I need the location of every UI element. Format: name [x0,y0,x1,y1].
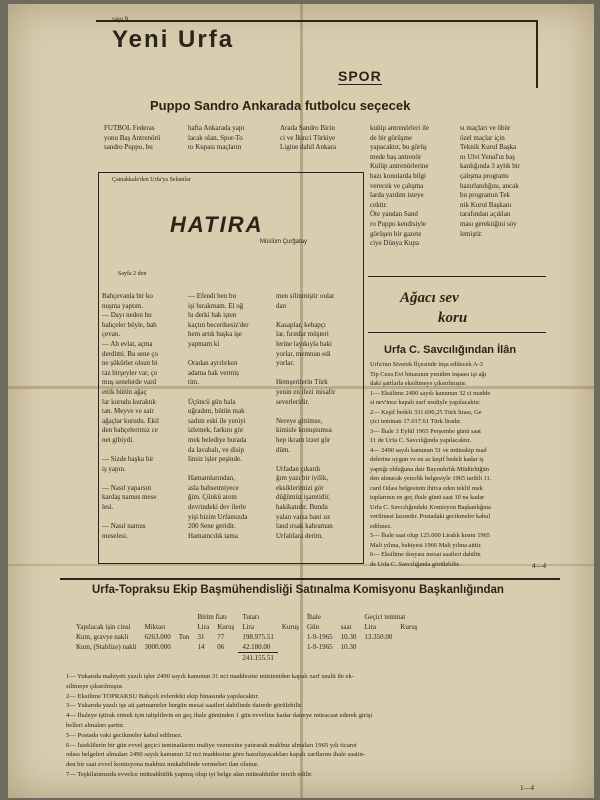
ihale-table [72,612,421,663]
hatira-col-3: men silinmiştir oular dan Kasaplar, kebapçı lar, fırınlar müşteri lerine layıkıyla baki yorlar, memnun edi yorlar. Hemşerilerin Türk yenin en ilezi misafir severleridir. Nereye gittimse, kimisle konuştumsa hep ikram izzet gör düm. Urfadan çıkardı ğım yazı bir iyilik, eksiklerimizi gör düğümüz işaretidir, hakikatıdır. Bunda yalan varsa bani ıız land ırsak kahraman Urfalılara derim. [276,292,336,540]
savcilik-ilan-body: Urfa'nın Siverek İlçesinde inşa edilecek A-3 Tip Ceza Evi binasının yeniden inşaası işi ağı daki şartlarla eksiltmeye çıkarılmıştır. 1— Eksiltme 2490 sayılı kanunun 32 ci madde si nev'ince kapalı zarf usuliyle yapılacaktır. 2— Keşif bedeli 331.690,25 Türk lirası, Ge çici teminatı 17.017.61 Türk liradır. 3— İhale 3 Eylül 1965 Perşembe günü saat 11 de Urfa C. Savcılığında yapılacaktır. 4— 2490 sayılı kanunun 31 ve müteakip mad delerine uygun ve en az keşif bedeli kadar iş yaptığı olduğuna dair Bayındırlık Müdürlüğün den alınacak yeterlik belgesiyle 1965 tarihli 11. card Odası belgesinin ihtiva eden teklif mek tuplarının en geç ihale günü saat 10 na kadar Urfa C. Savcılığındaki Komisyon Başkanlığına verilmesi lazımdır. Postadaki gecikmeler kabul edilmez. 5— İhale saat olup 125.000 Liralık kısmı 1965 Mali yılına, bakiyesi 1966 Mali yılına aittir. 6— Eksiltme dosyası mesai saatleri dahilin de Urfa C. Savcılığında görülebilir. [370,361,492,568]
divider [368,332,546,333]
column-header: Miktarı [144,623,166,631]
divider [60,578,560,580]
hatira-continued: Sayfa 2 den [118,271,147,277]
football-col-4: kulüp antrenörleri ile de bir görüşme yapacaktır, bu görüş mede baş antrenör Kulüp antrenörlerine bazı konularda bilgi verecek ve çalışma larda yardım isteye cektir. Öte yandan Sand ro Puppo kendisiyle görüşen bir gazete ciye Dünya Kupa [370,124,430,248]
football-col-3: Arada Sandro Birin ci ve İkinci Türkiye Ligine dahil Ankara [280,124,336,152]
group-header: Birim fiatı [197,613,227,621]
table-group-header-row [72,612,421,622]
table-row: Kum, gravye nakli 6263.000 Ton 31 77 198.975.51 1-9-1965 10.30 13.350.00 [76,633,393,641]
group-header: İhale [306,613,321,621]
group-header: Tutarı [242,613,260,621]
football-col-1: FUTBOL Federas yonu Baş Antrenörü sandro Puppo, bu [104,124,161,152]
hatira-col-1: Bahçevanla bir ko nuşma yaptım. — Dayı neden bu bahçeler böyle, bah çevan. — Ah evlat, açma derdimi. Bu sene ço ne şükürler olsun bi raz birşeyler var, ço muş senelerde vard ettik bütün ağaç lar kurudu kuraktık tan. Meyve ve sair ağaçlar kurudu. Ekil den bahçelerimiz ce net gibiydi. — Sizde başka bir iş yapın. — Nasıl yaparsın kardaş namus mese lesi. — Nasıl namus meselesi. [102,292,159,540]
column-header: Kuruş [281,623,299,631]
football-col-5: sı maçları ve öbür özel maçlar için Teknik Kurul Başka nı Ulvi Yenal'ın baş kanlığında 3 aylık bir çalışma programı hazırlandığını, ancak bu programın Tek nik Kurul Başkanı tarafından açıklan ması gerektiğini söy lemiştir. [460,124,521,238]
spor-section-label: SPOR [338,68,382,84]
tree-slogan-line-1: Ağacı sev [400,290,459,306]
column-header: saat [340,623,352,631]
hatira-title: HATIRA [170,212,264,237]
ilan-code: 4—4 [532,562,546,570]
table-total-row [72,653,421,664]
tree-slogan-line-2: koru [438,310,468,326]
football-col-2: hafta Ankarada yapı lacak olan, Spor-To to Kupası maçların [188,124,245,152]
column-header: Kuruş [217,623,235,631]
hatira-author: Müslüm Çurğatay [260,239,308,245]
headline: Puppo Sandro Ankarada futbolcu seçecek [150,98,411,113]
komisyon-code: 1—4 [520,784,534,792]
column-header: Lira [242,623,254,631]
hatira-kicker: Çamakkale'den Urfa'ya Selamlar [112,177,191,183]
komisyon-title: Urfa-Topraksu Ekip Başmühendisliği Satınalma Komisyonu Başkanlığından [92,584,504,596]
masthead-tiny-label: sayı 9 [112,17,129,23]
column-header: Lira [364,623,377,631]
savcilik-ilan-title: Urfa C. Savcılığından İlân [384,344,517,356]
column-header [175,622,194,632]
komisyon-clauses: 1— Yukarıda mahiyeti yazılı işler 2490 sayılı kanunun 31 nci maddesine müsteniden kapalı zarf usulü ile ek- siltmeye çıkarılmıştır. 2— Eksiltme TOPRAKSU Bahçeli evlerdeki ekip binasında yapılacaktır. 3— Yukarıda yazılı işe ait şartnameler hergün mesai saatleri dahilinde dairede görülebilir. 4— İhaleye iştirak etmek için taliplilerin en geç ihale gününden 1 gün evveline kadar daireye müracaat ederek girişi belleri almaları şarttır. 5— Postada vaki gecikmeler kabul edilmez. 6— İsteklilerin bir gün evvel geçici teminatlarını maliye veznesine yatırarak makbuz almaları 1965 yılı ticaret odası belgeleri almaları 2490 sayılı kanunun 32 nci maddesine göre hazırlayacakları kapalı zarflarını ihale saatin- den bir saat evvel komisyona makbuz mukabilinde vermeleri ilan olunur. 7— Teşkilatımızda evvelce müteahhitlik yapmış olup iyi belge alan müteahhitler tercih edilir. [66,673,373,778]
column-header: Yapılacak işin cinsi [76,623,131,631]
hatira-col-2: — Efendi ben bu işi bırakmam. El oğ lu derki hak işten kaçtın becerikesiz'der hem artık başka işe yapmam ki Oradan ayrılırken adama hak vermiş tim. Üçüncü gün bala uğradım, bütün mak sadım eski ile yeniyi izlemek, farkını gör mek belediye burada da lavabalı, ve disip linsiz işler peşinde. Hamamlarından, asla bahsetmiyece ğim. Çünkü atom devrindeki dev ilerle yişi bizim Urfamızda 200 Sene geridir. Hamamcılık tama [188,292,249,540]
column-header: Lira [197,623,210,631]
column-header: Kuruş [400,623,418,631]
table-header-row [72,622,421,632]
masthead-title: Yeni Urfa [112,26,235,53]
group-header: Geçici teminat [364,613,406,621]
total-value: 241.155.51 [238,653,278,664]
divider [368,276,546,277]
table-row: Kum, (Stablize) nakli 3000.000 14 06 42.180.00 1-9-1965 10.30 [76,643,357,652]
column-header: Gün [306,623,319,631]
